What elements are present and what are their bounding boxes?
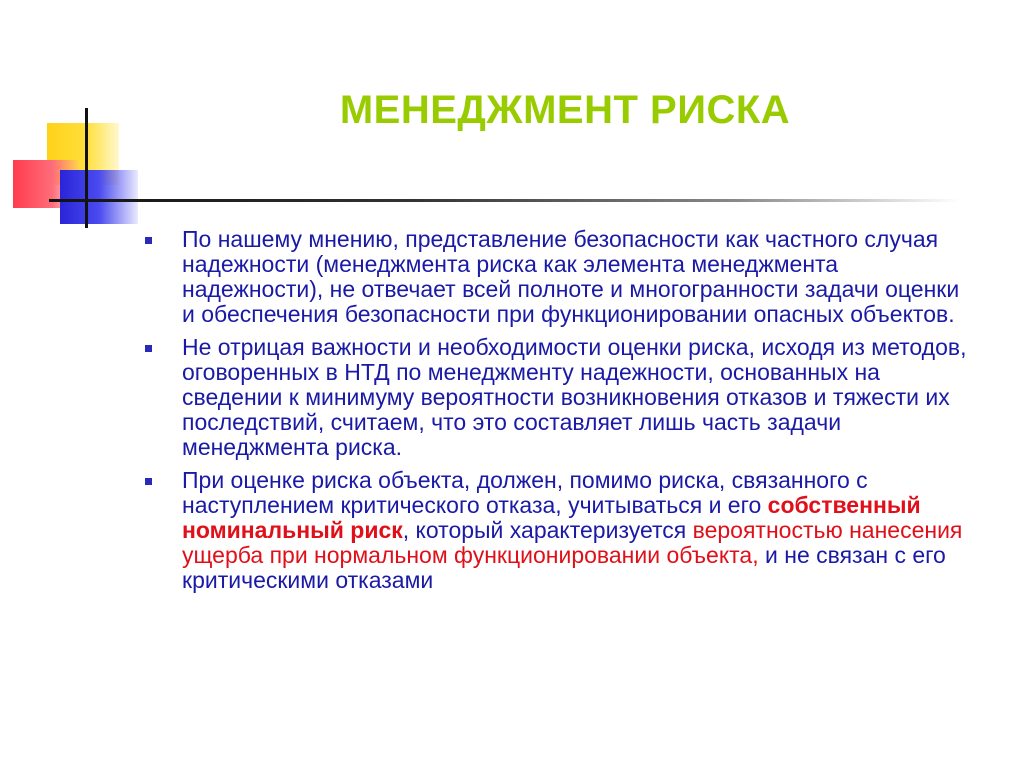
- vertical-divider-line: [85, 108, 88, 228]
- bullet-text-2: Не отрицая важности и необходимости оценки риска, исходя из методов, оговоренных в НТД по менеджменту надежности, основанных на сведении к минимуму вероятности возникновения отказов и тяжести их последствий, считаем, что это составляет лишь часть задачи менеджмента риска.: [182, 334, 967, 460]
- slide-title: МЕНЕДЖМЕНТ РИСКА: [339, 88, 791, 132]
- bullet-square-icon: [145, 478, 152, 485]
- horizontal-divider-line: [49, 199, 960, 202]
- nominal-risk-emphasis: собственный номинальный риск: [182, 492, 921, 543]
- bullet-item-2: [145, 335, 975, 460]
- bullet-text-3-part1: При оценке риска объекта, должен, помимо риска, связанного с наступлением критического отказа, учитываться и его: [182, 467, 868, 518]
- damage-probability-highlight: вероятностью нанесения ущерба при нормальном функционировании объекта,: [182, 517, 963, 568]
- bullet-square-icon: [145, 345, 152, 352]
- bullet-text-3-part2: , который характеризуется: [402, 517, 693, 543]
- bullet-item-1: [145, 227, 975, 327]
- bullet-square-icon: [145, 237, 152, 244]
- bullet-text-3-part3: и не связан с его критическими отказами: [182, 542, 946, 593]
- bullet-item-3: [145, 468, 975, 593]
- blue-square: [60, 170, 138, 224]
- decorative-squares: [0, 0, 150, 240]
- bullet-text-1: По нашему мнению, представление безопасности как частного случая надежности (менеджмента риска как элемента менеджмента надежности), не отвечает всей полноте и многогранности задачи оценки и обеспечения безопасности при функционировании опасных объектов.: [182, 226, 960, 327]
- bullet-list: [145, 227, 975, 601]
